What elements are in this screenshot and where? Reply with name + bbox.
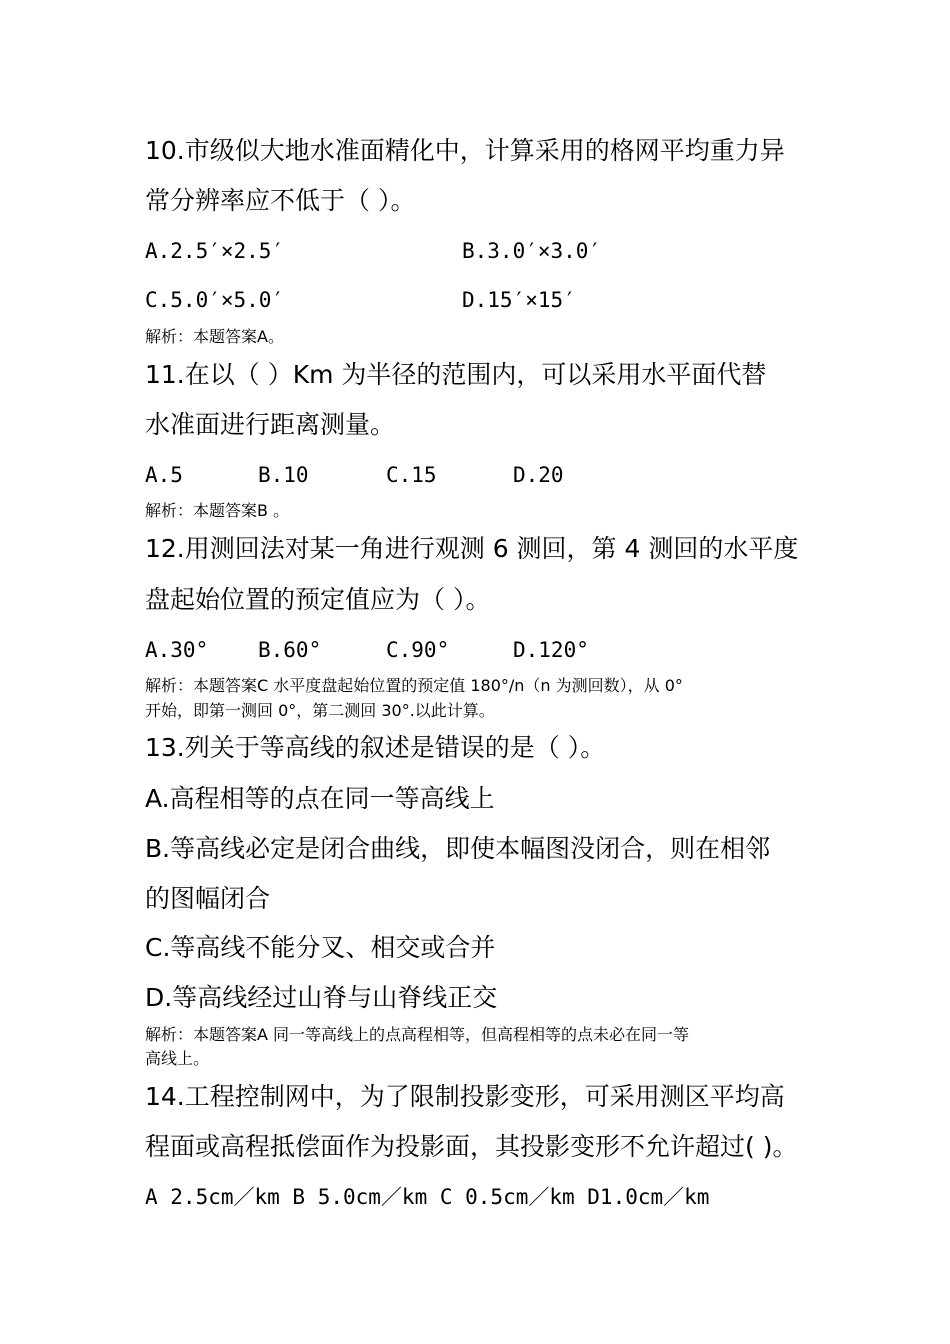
q12-option-a: A.30° — [145, 638, 209, 662]
q14-text-line2: 程面或高程抵偿面作为投影面，其投影变形不允许超过( )。 — [145, 1132, 798, 1161]
q14-options-row: A 2.5cm／km B 5.0cm／km C 0.5cm／km D1.0cm／km — [145, 1185, 710, 1209]
q13-option-b-line1: B.等高线必定是闭合曲线，即使本幅图没闭合，则在相邻 — [145, 834, 771, 863]
q13-text-line1: 13.列关于等高线的叙述是错误的是（ ）。 — [145, 733, 606, 762]
q11-option-c: C.15 — [386, 463, 437, 487]
q12-option-c: C.90° — [386, 638, 450, 662]
q11-option-b: B.10 — [258, 463, 309, 487]
q11-option-a: A.5 — [145, 463, 183, 487]
q12-option-d: D.120° — [513, 638, 589, 662]
q12-answer-line1: 解析：本题答案C 水平度盘起始位置的预定值 180°/n（n 为测回数），从 0° — [145, 676, 683, 695]
q10-option-d: D.15′×15′ — [462, 288, 576, 312]
q13-option-c: C.等高线不能分叉、相交或合并 — [145, 933, 496, 962]
q10-option-b: B.3.0′×3.0′ — [462, 239, 602, 263]
q10-text-line2: 常分辨率应不低于（ ）。 — [145, 186, 416, 215]
q10-answer: 解析：本题答案A。 — [145, 327, 284, 346]
q11-text-line1: 11.在以（ ）Km 为半径的范围内，可以采用水平面代替 — [145, 360, 767, 389]
q13-option-a: A.高程相等的点在同一等高线上 — [145, 784, 495, 813]
q12-option-b: B.60° — [258, 638, 322, 662]
q13-option-b-line2: 的图幅闭合 — [145, 884, 271, 913]
q11-option-d: D.20 — [513, 463, 564, 487]
q14-text-line1: 14.工程控制网中，为了限制投影变形，可采用测区平均高 — [145, 1082, 785, 1111]
q13-option-d: D.等高线经过山脊与山脊线正交 — [145, 983, 498, 1012]
q11-answer: 解析：本题答案B 。 — [145, 501, 290, 520]
q10-option-a: A.2.5′×2.5′ — [145, 239, 285, 263]
q10-option-c: C.5.0′×5.0′ — [145, 288, 285, 312]
q12-text-line2: 盘起始位置的预定值应为（ ）。 — [145, 585, 491, 614]
q13-answer-line2: 高线上。 — [145, 1049, 210, 1068]
q11-text-line2: 水准面进行距离测量。 — [145, 410, 396, 439]
q12-answer-line2: 开始，即第一测回 0°，第二测回 30°.以此计算。 — [145, 701, 495, 720]
q13-answer-line1: 解析：本题答案A 同一等高线上的点高程相等，但高程相等的点未必在同一等 — [145, 1025, 690, 1044]
q12-text-line1: 12.用测回法对某一角进行观测 6 测回，第 4 测回的水平度 — [145, 534, 799, 563]
q10-text-line1: 10.市级似大地水准面精化中，计算采用的格网平均重力异 — [145, 136, 785, 165]
